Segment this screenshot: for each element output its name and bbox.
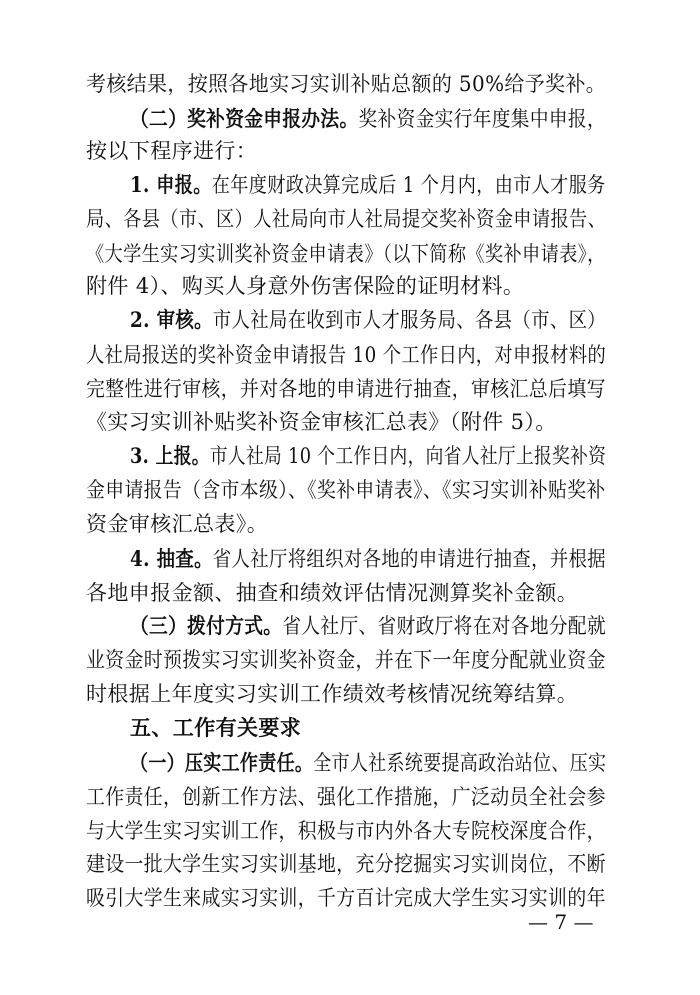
text-span: 奖补资金实行年度集中申报， [358,107,607,131]
text-line [130,104,606,134]
bold-lead-text: 3. 上报。 [130,443,210,468]
text-span: 人社局报送的奖补资金申请报告 10 个工作日内，对申报材料的 [86,343,607,367]
text-line [86,475,606,505]
text-span: 与大学生实习实训工作，积极与市内外各大专院校深度合作， [86,819,606,843]
bold-lead-text: （三）拨付方式。 [130,613,283,638]
text-line [86,69,606,99]
bold-lead-text: （二）奖补资金申报办法。 [130,106,359,131]
text-span: 建设一批大学生实习实训基地，充分挖掘实习实训岗位，不断 [86,852,606,876]
text-line [130,748,606,778]
text-line [86,407,557,437]
text-span: 全市人社系统要提高政治站位、压实 [313,751,607,775]
text-line [86,645,606,675]
text-span: 各地申报金额、抽查和绩效评估情况测算奖补金额。 [86,581,579,605]
page-number: — 7 — [528,910,594,934]
text-line [86,204,606,234]
text-span: 时根据上年度实习实训工作绩效考核情况统筹结算。 [86,682,579,706]
text-span: 附件 4）、购买人身意外伤害保险的证明材料。 [86,274,525,298]
bold-lead-text: 2. 审核。 [130,307,213,332]
text-line [86,340,606,370]
text-line [86,679,578,709]
bold-lead-text: 4. 抽查。 [130,546,213,571]
text-line [130,170,606,200]
text-line [86,782,606,812]
text-span: 完整性进行审核，并对各地的申请进行抽查，审核汇总后填写 [86,377,606,401]
text-line [86,849,606,879]
text-line [86,578,578,608]
text-line [86,239,606,269]
text-line [86,509,268,539]
text-line [86,816,606,846]
text-span: 工作责任，创新工作方法、强化工作措施，广泛动员全社会参 [86,785,606,809]
text-line [86,271,524,301]
text-line [130,713,301,743]
text-span: 金申请报告（含市本级）、《奖补申请表》、《实习实训补贴奖补 [86,478,606,502]
text-span: 业资金时预拨实习实训奖补资金，并在下一年度分配就业资金 [86,648,606,672]
text-line [86,883,606,913]
bold-lead-text: （一）压实工作责任。 [130,750,314,775]
text-line [130,611,606,641]
text-line [86,136,257,166]
text-span: 吸引大学生来咸实习实训，千方百计完成大学生实习实训的年 [86,886,606,910]
text-span: 资金审核汇总表》。 [86,512,269,536]
text-line [130,544,606,574]
text-span: 在年度财政决算完成后 1 个月内，由市人才服务 [211,173,606,197]
text-span: 市人社局 10 个工作日内，向省人社厅上报奖补资 [209,444,607,468]
text-span: 省人社厅将组织对各地的申请进行抽查，并根据 [212,547,607,571]
text-span: 局、各县（市、区）人社局向市人社局提交奖补资金申请报告、 [86,207,607,231]
text-line [130,305,606,335]
bold-lead-text: 五、工作有关要求 [130,715,302,740]
text-line [86,374,606,404]
text-span: 市人社局在收到市人才服务局、各县（市、区） [212,308,607,332]
text-span: 《大学生实习实训奖补资金申请表》（以下简称《奖补申请表》， [86,242,606,266]
bold-lead-text: 1. 申报。 [130,172,212,197]
text-span: 按以下程序进行： [86,139,258,163]
text-line [130,441,606,471]
text-span: 《实习实训补贴奖补资金审核汇总表》（附件 5）。 [86,410,557,434]
text-span: 省人社厅、省财政厅将在对各地分配就 [282,614,607,638]
text-span: 考核结果，按照各地实习实训补贴总额的 50%给予奖补。 [86,72,607,96]
